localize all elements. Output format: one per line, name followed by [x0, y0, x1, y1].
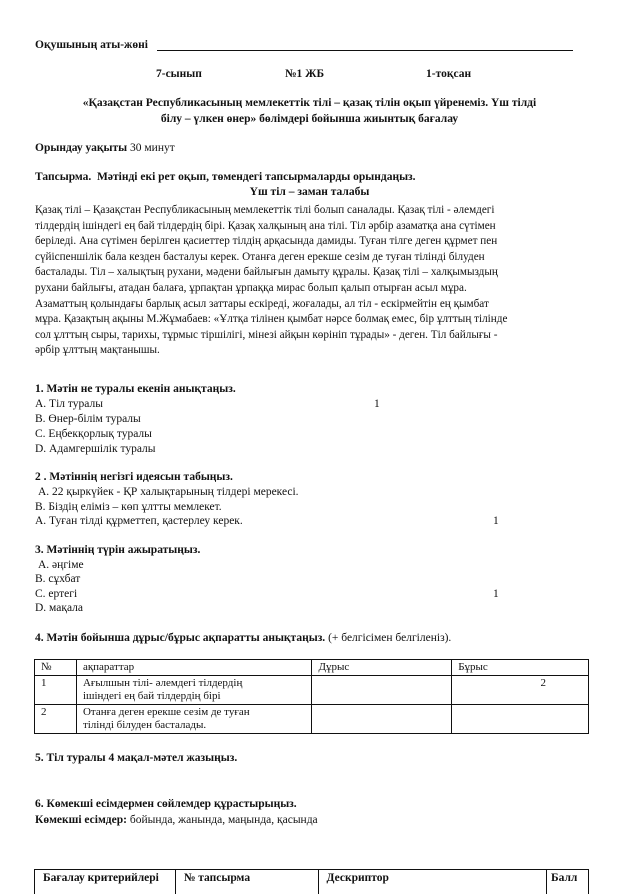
- correct-cell[interactable]: [312, 705, 452, 734]
- q4-note: (+ белгісімен белгіленіз).: [328, 632, 451, 644]
- text-title: Үш тіл – заман талабы: [0, 186, 619, 198]
- q3-title: 3. Мәтіннің түрін ажыратыңыз.: [35, 544, 200, 556]
- text-line: мұра. Қазақтың ақыны М.Жұмабаев: «Ұлтқа тілінен қымбат нәрсе болмақ емес, бір ұлттың тілінде: [35, 312, 590, 328]
- statement-line: ішіндегі ең бай тілдердің бірі: [83, 690, 306, 703]
- text-line: тілдердің ішіндегі ең бай тілдердің бірі. Қазақ халқының ана тілі. Тіл әрбір азаматқа ана сүтімен: [35, 219, 590, 235]
- criteria-col-score: Балл: [547, 870, 589, 894]
- task-instruction: Мәтінді екі рет оқып, төмендегі тапсырмаларды орындаңыз.: [97, 171, 416, 183]
- text-line: басталады. Тіл – халықтың рухани, мәдени байлығын дамыту құралы. Қазақ тілі – халқымыздың: [35, 265, 590, 281]
- row-number: 1: [35, 676, 77, 705]
- text-line: әрбір ұлттың мақтанышы.: [35, 343, 590, 359]
- true-false-table: [34, 659, 589, 734]
- correct-cell[interactable]: [312, 676, 452, 705]
- q1-mark: 1: [374, 398, 380, 410]
- task-label: Тапсырма.: [35, 171, 91, 183]
- q2-mark: 1: [493, 515, 499, 527]
- title-line-1: «Қазақстан Республикасының мемлекеттік тілі – қазақ тілін оқып үйренеміз. Үш тілді: [0, 97, 619, 109]
- text-line: Қазақ тілі – Қазақстан Республикасының мемлекеттік тілі болып саналады. Қазақ тілі - әлемдегі: [35, 203, 590, 219]
- q1-option-b[interactable]: B. Өнер-білім туралы: [35, 413, 141, 425]
- text-line: Азаматтың қолындағы барлық асыл заттары ескіреді, жоғалады, ал тіл - ескірмейтін ең қымбат: [35, 297, 590, 313]
- quarter-label: 1-тоқсан: [426, 68, 471, 80]
- row-statement: [76, 705, 312, 734]
- q3-option-a[interactable]: A. әңгіме: [38, 559, 84, 571]
- grade-label: 7-сынып: [156, 68, 202, 80]
- assessment-number: №1 ЖБ: [285, 68, 324, 80]
- student-name-label: Оқушының аты-жөні: [35, 39, 148, 51]
- text-line: сүйіспеншілік бала кезден басталуы керек. Отанға деген ерекше сезім де туған тілінді білуден: [35, 250, 590, 266]
- q1-option-d[interactable]: D. Адамгершілік туралы: [35, 443, 156, 455]
- header-correct: Дұрыс: [312, 660, 452, 676]
- table-header-row: [35, 660, 589, 676]
- wrong-cell[interactable]: [452, 676, 589, 705]
- student-name-line[interactable]: [157, 50, 573, 51]
- helper-words: бойында, жанында, маңында, қасында: [130, 814, 318, 826]
- time-info: [35, 142, 175, 154]
- criteria-header-row: [35, 870, 589, 894]
- task-heading: [35, 171, 416, 183]
- q2-option-b[interactable]: B. Біздің еліміз – көп ұлтты мемлекет.: [35, 501, 222, 513]
- q2-option-a[interactable]: A. 22 қыркүйек - ҚР халықтарының тілдері мерекесі.: [38, 486, 299, 498]
- statement-line: Ағылшын тілі- әлемдегі тілдердің: [83, 677, 306, 690]
- text-line: сол ұлттың сыры, тарихы, тұрмыс тіршілігі, мінезі айқын көрініп тұрады» - деген. Тіл байлығы -: [35, 328, 590, 344]
- time-value: 30 минут: [130, 142, 175, 154]
- q2-title: 2 . Мәтіннің негізгі идеясын табыңыз.: [35, 471, 233, 483]
- q3-option-d[interactable]: D. мақала: [35, 602, 83, 614]
- title-line-2: білу – үлкен өнер» бөлімдері бойынша жиынтық бағалау: [0, 113, 619, 125]
- wrong-cell[interactable]: [452, 705, 589, 734]
- criteria-table: [34, 869, 589, 894]
- q3-mark: 1: [493, 588, 499, 600]
- table-row: [35, 705, 589, 734]
- statement-line: тілінді білуден басталады.: [83, 719, 306, 732]
- header-wrong: Бұрыс: [452, 660, 589, 676]
- q1-option-a[interactable]: A. Тіл туралы: [35, 398, 103, 410]
- q3-option-c[interactable]: C. ертегі: [35, 588, 77, 600]
- wrong-mark: 2: [541, 677, 547, 689]
- q1-title: 1. Мәтін не туралы екенін анықтаңыз.: [35, 383, 236, 395]
- reading-text: [35, 203, 590, 359]
- text-line: беріледі. Ана сүтімен берілген қасиеттер тілдің арқасында дамиды. Туған тілге деген құрмет пен: [35, 234, 590, 250]
- q2-option-c[interactable]: A. Туған тілді құрметтеп, қастерлеу керек.: [35, 515, 243, 527]
- header-number: №: [35, 660, 77, 676]
- q4-heading: [35, 632, 451, 644]
- criteria-col-descriptor: Дескриптор: [318, 870, 546, 894]
- q1-option-c[interactable]: C. Еңбекқорлық туралы: [35, 428, 152, 440]
- header-info: ақпараттар: [76, 660, 312, 676]
- row-statement: [76, 676, 312, 705]
- q4-title: 4. Мәтін бойынша дұрыс/бұрыс ақпаратты анықтаңыз.: [35, 632, 325, 644]
- table-row: [35, 676, 589, 705]
- q3-option-b[interactable]: B. сұхбат: [35, 573, 80, 585]
- row-number: 2: [35, 705, 77, 734]
- q6-title: 6. Көмекші есімдермен сөйлемдер құрастырыңыз.: [35, 798, 297, 810]
- helper-label: Көмекші есімдер:: [35, 814, 127, 826]
- criteria-col-criteria: Бағалау критерийлері: [35, 870, 176, 894]
- q5-title: 5. Тіл туралы 4 мақал-мәтел жазыңыз.: [35, 752, 237, 764]
- statement-line: Отанға деген ерекше сезім де туған: [83, 706, 306, 719]
- q6-helper: [35, 814, 318, 826]
- text-line: рухани байлығы, атадан балаға, ұрпақтан ұрпаққа мирас болып қалып отырған асыл мұра.: [35, 281, 590, 297]
- time-label: Орындау уақыты: [35, 142, 127, 154]
- criteria-col-task: № тапсырма: [175, 870, 318, 894]
